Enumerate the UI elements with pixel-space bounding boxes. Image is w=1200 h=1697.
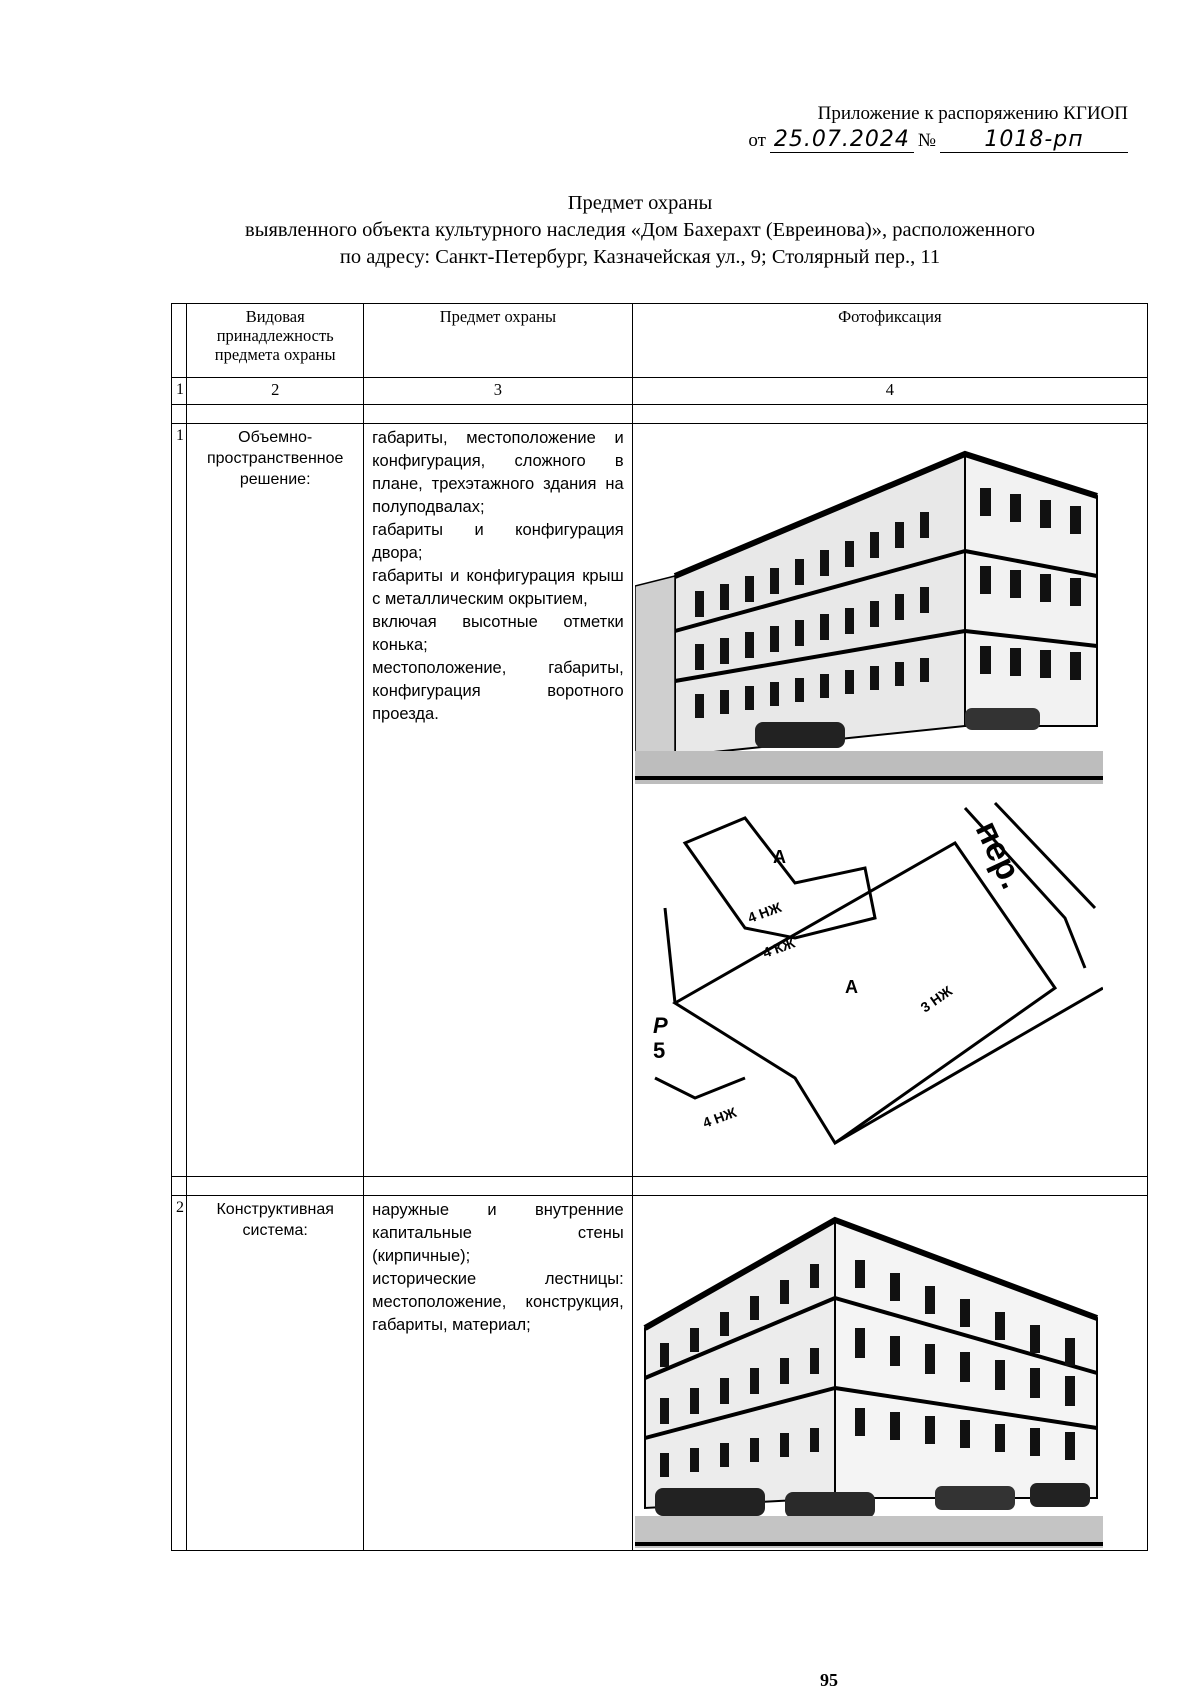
plan-label: 3 НЖ [917,982,955,1016]
handwritten-number: 1018-рп [940,128,1128,153]
subject-item: местоположение, габариты, конфигурация воротного проезда. [372,659,624,723]
header-cell-number [172,304,187,378]
row-number: 2 [172,1196,187,1551]
header-cell-photo: Фотофиксация [632,304,1147,378]
appendix-title: Приложение к распоряжению КГИОП [817,103,1128,124]
subject-item: габариты и конфигурация двора; [372,521,624,562]
building-photo-1 [635,426,1103,784]
from-label: от [748,130,766,151]
row-kind: Конструктивная система: [187,1196,364,1551]
column-number: 3 [364,378,633,405]
table-header-row [172,304,1148,378]
subject-item: включая высотные отметки конька; [372,613,624,654]
subject-item: габариты и конфигурация крыш с металлическим окрытием, [372,567,624,608]
title-line-3: по адресу: Санкт-Петербург, Казначейская ул., 9; Столярный пер., 11 [339,246,941,268]
document-title [100,190,1180,271]
header-cell-subject: Предмет охраны [364,304,633,378]
plan-label: 4 НЖ [745,899,784,926]
plan-label: А [772,847,786,867]
row-subject [364,424,633,1177]
building-photo-2 [635,1198,1103,1548]
subject-item: габариты, местоположение и конфигурация, сложного в плане, трехэтажного здания на полуподвалах; [372,429,624,516]
table-row [172,1196,1148,1551]
plan-label: 5 [652,1038,665,1063]
subject-item: исторические лестницы: местоположение, конструкция, габариты, материал; [372,1270,624,1334]
photo-cell [632,424,1147,1177]
plan-label: 4 НЖ [700,1104,739,1131]
subject-item: наружные и внутренние капитальные стены (кирпичные); [372,1201,624,1265]
plan-label: Р [652,1013,668,1038]
appendix-header [528,102,1128,153]
column-number: 2 [187,378,364,405]
photo-cell [632,1196,1147,1551]
column-numbers-row [172,378,1148,405]
number-label: № [917,130,936,151]
column-number: 4 [632,378,1147,405]
column-number: 1 [172,378,187,405]
row-kind: Объемно-пространственное решение: [187,424,364,1177]
street-label: пер. [967,815,1032,895]
title-line-1: Предмет охраны [567,192,713,214]
row-number: 1 [172,424,187,1177]
row-subject [364,1196,633,1551]
header-cell-kind: Видовая принадлежность предмета охраны [187,304,364,378]
date-number-line [748,128,1128,153]
protection-table [171,303,1148,1551]
plan-label: 4 КЖ [760,934,797,961]
page-number: 95 [820,1670,838,1690]
plan-label: А [844,977,858,997]
title-line-2: выявленного объекта культурного наследия «Дом Бахерахт (Евреинова)», расположенного [245,219,1035,241]
table-row [172,424,1148,1177]
site-plan-map [635,788,1103,1174]
handwritten-date: 25.07.2024 [770,128,914,153]
